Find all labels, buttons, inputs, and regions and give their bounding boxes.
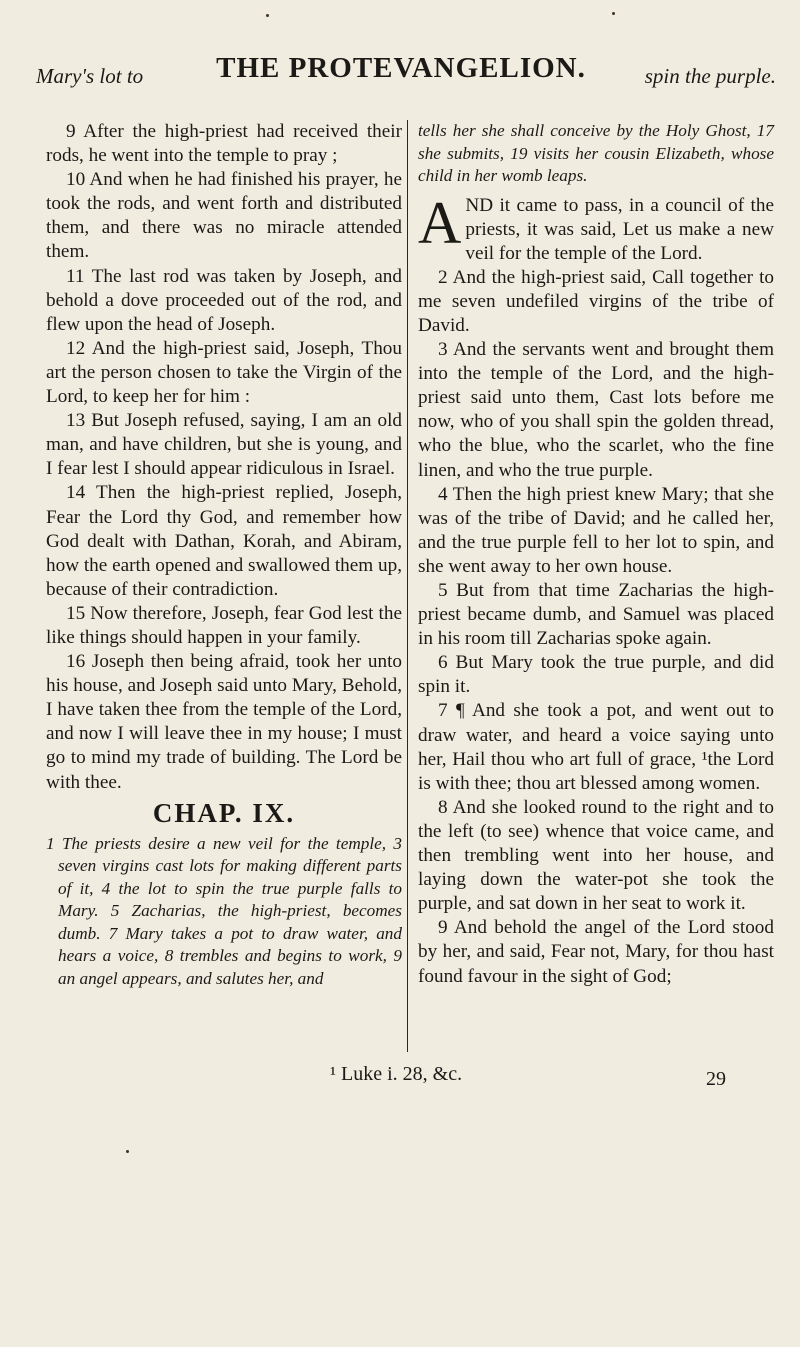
ink-speck xyxy=(266,14,269,17)
chapter-summary: 1 The priests desire a new veil for the temple, 3 seven virgins cast lots for making different parts of it, 4 the lot to spin the true purple falls to Mary. 5 Zacharias, the high-priest, becomes dumb. 7 Mary takes a pot to draw water, and hears a voice, 8 trembles and begins to work, 9 an angel appears, and salutes her, and xyxy=(46,833,402,988)
verse-3: 3 And the servants went and brought them into the temple of the Lord, and the high-priest said unto them, Cast lots before me now, who of you shall spin the golden thread, who the blue, who the scarlet, who the fine linen, and who the true purple. xyxy=(418,339,774,481)
footnote: ¹ Luke i. 28, &c. xyxy=(330,1063,463,1085)
verse-12: 12 And the high-priest said, Joseph, Thou art the person chosen to take the Virgin of the Lord, to keep her for him : xyxy=(46,337,402,408)
verse-16: 16 Joseph then being afraid, took her unto his house, and Joseph said unto Mary, Behold, I have taken thee from the temple of the Lord, and now I will leave thee in my house; I must go to mind my trade of building. The Lord be with thee. xyxy=(46,651,402,793)
verse-9: 9 After the high-priest had received their rods, he went into the temple to pray ; xyxy=(46,121,402,167)
verse-5: 5 But from that time Zacharias the high-priest became dumb, and Samuel was placed in his room till Zacharias spoke again. xyxy=(418,580,774,650)
ink-speck xyxy=(126,1150,129,1153)
verse-4: 4 Then the high priest knew Mary; that she was of the tribe of David; and he called her, and the true purple fell to her lot to spin, and she went away to her own house. xyxy=(418,483,774,577)
chapter-summary-continued: tells her she shall conceive by the Holy Ghost, 17 she submits, 19 visits her cousin Elizabeth, whose child in her womb leaps. xyxy=(418,121,774,185)
verse-8: 8 And she looked round to the right and to the left (to see) whence that voice came, and then trembling went into her house, and laying down the water-pot she took the purple, and sat down in her seat to work it. xyxy=(418,796,774,915)
verse-10: 10 And when he had finished his prayer, he took the rods, and went forth and distributed them, and there was no miracle attended them. xyxy=(46,169,402,263)
drop-cap: A xyxy=(418,189,462,256)
page-number: 29 xyxy=(706,1068,726,1090)
verse-15: 15 Now therefore, Joseph, fear God lest the like things should happen in your family. xyxy=(46,602,402,648)
column-divider xyxy=(407,120,408,1052)
ink-speck xyxy=(612,12,615,15)
verse-1-text: ND it came to pass, in a council of the priests, it was said, Let us make a new veil for the temple of the Lord. xyxy=(465,194,774,264)
verse-1 xyxy=(418,189,774,266)
chapter-heading: CHAP. IX. xyxy=(152,797,296,828)
verse-14: 14 Then the high-priest replied, Joseph, Fear the Lord thy God, and remember how God dealt with Dathan, Korah, and Abiram, how the earth opened and swallowed them up, because of their contradiction. xyxy=(46,482,402,600)
verse-11: 11 The last rod was taken by Joseph, and behold a dove proceeded out of the rod, and flew upon the head of Joseph. xyxy=(46,265,402,335)
verse-9-right: 9 And behold the angel of the Lord stood by her, and said, Fear not, Mary, for thou hast found favour in the sight of God; xyxy=(418,917,774,987)
running-head xyxy=(36,52,776,92)
right-column xyxy=(418,120,774,989)
left-column xyxy=(46,120,402,990)
running-head-title: THE PROTEVANGELION. xyxy=(216,52,586,84)
running-head-left: Mary's lot to xyxy=(36,64,144,88)
verse-13: 13 But Joseph refused, saying, I am an old man, and have children, but she is young, and I fear lest I should appear ridiculous in Israel. xyxy=(46,410,402,480)
verse-7: 7 ¶ And she took a pot, and went out to draw water, and heard a voice saying unto her, Hail thou who art full of grace, ¹the Lord is with thee; thou art blessed among women. xyxy=(418,700,774,794)
verse-6: 6 But Mary took the true purple, and did spin it. xyxy=(418,652,774,698)
verse-2: 2 And the high-priest said, Call together to me seven undefiled virgins of the tribe of David. xyxy=(418,266,774,336)
running-head-right: spin the purple. xyxy=(644,64,776,88)
